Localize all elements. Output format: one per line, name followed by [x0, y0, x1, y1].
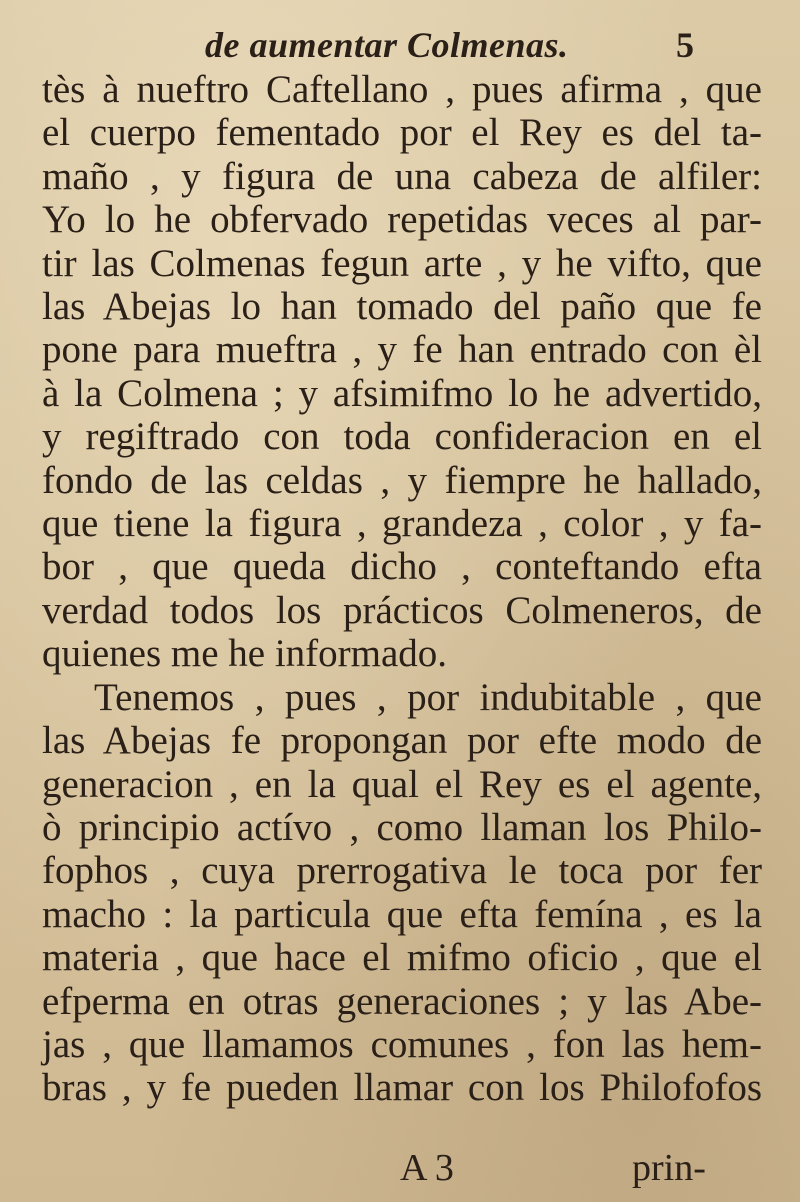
text-line: el cuerpo fementado por el Rey es del ta-	[42, 111, 762, 155]
text-line: maño , y figura de una cabeza de alfiler:	[42, 154, 762, 198]
page-number: 5	[676, 25, 694, 65]
text-line: ò principio actívo , como llaman los Philo-	[42, 805, 762, 849]
text-line: materia , que hace el mifmo oficio , que el	[42, 936, 762, 980]
text-line: bras , y fe pueden llamar con los Philofofos	[42, 1066, 762, 1110]
text-line: tès à nueftro Caftellano , pues afirma , que	[42, 68, 762, 111]
text-line: tir las Colmenas fegun arte , y he vifto, que	[42, 241, 762, 285]
page-footer	[0, 1146, 800, 1196]
text-line: pone para mueftra , y fe han entrado con èl	[42, 328, 762, 372]
text-line: macho : la particula que efta femína , es la	[42, 892, 762, 936]
text-line: bor , que queda dicho , conteftando efta	[42, 545, 762, 589]
text-line: à la Colmena ; y afsimifmo lo he advertido,	[42, 371, 762, 415]
text-line: efperma en otras generaciones ; y las Abe-	[42, 979, 762, 1023]
paragraph-end-line: quienes me he informado.	[42, 632, 448, 676]
text-line: y regiftrado con toda confideracion en el	[42, 415, 762, 459]
text-line: las Abejas lo han tomado del paño que fe	[42, 285, 762, 329]
running-title: de aumentar Colmenas.	[205, 25, 569, 65]
catchword: prin-	[632, 1147, 706, 1189]
text-line: generacion , en la qual el Rey es el agente,	[42, 762, 762, 806]
text-line: fophos , cuya prerrogativa le toca por fer	[42, 849, 762, 893]
signature-mark: A 3	[400, 1147, 454, 1189]
text-line: que tiene la figura , grandeza , color , y fa-	[42, 502, 762, 546]
paragraph-start-line: Tenemos , pues , por indubitable , que	[94, 675, 762, 719]
text-line: las Abejas fe propongan por efte modo de	[42, 719, 762, 763]
page-header	[0, 18, 800, 68]
text-line: verdad todos los prácticos Colmeneros, de	[42, 588, 762, 632]
text-line: Yo lo he obfervado repetidas veces al par-	[42, 198, 762, 242]
body-text	[42, 68, 762, 1110]
text-line: fondo de las celdas , y fiempre he hallado,	[42, 458, 762, 502]
text-line: jas , que llamamos comunes , fon las hem-	[42, 1022, 762, 1066]
